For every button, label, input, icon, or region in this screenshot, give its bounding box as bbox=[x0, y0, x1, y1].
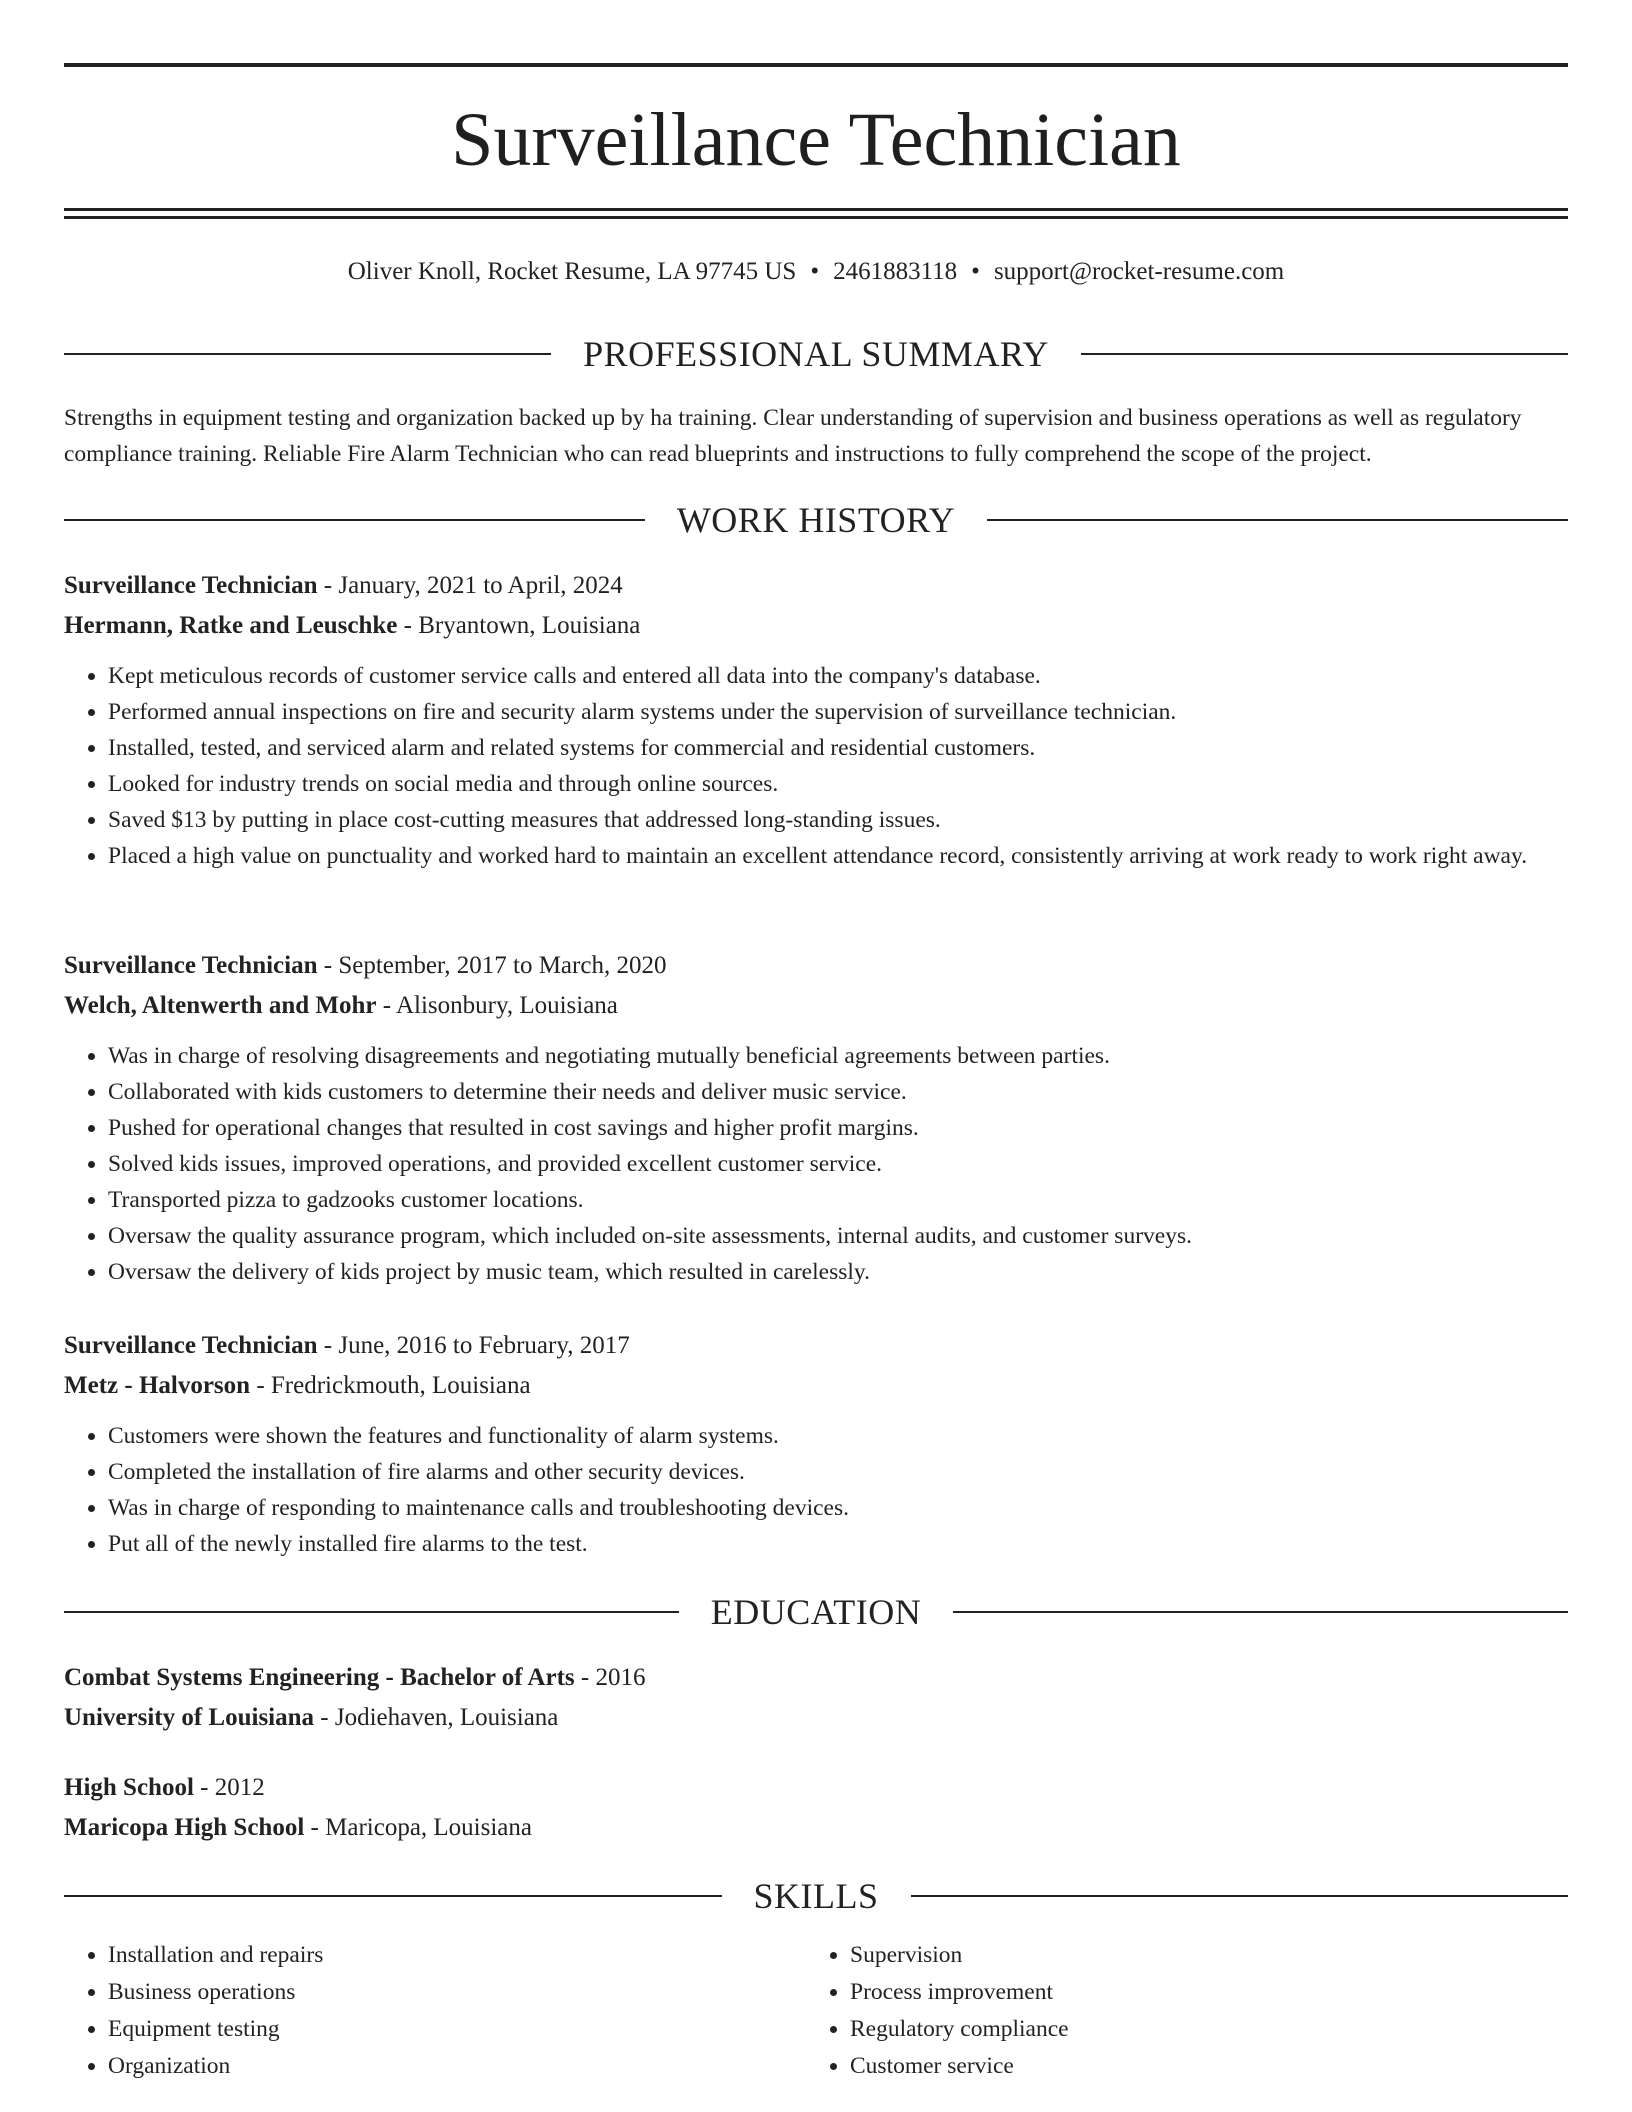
job-location: - Bryantown, Louisiana bbox=[397, 612, 641, 639]
skill-item: • Supervision bbox=[850, 1937, 1550, 1974]
job-bullet: • Customers were shown the features and functionality of alarm systems. bbox=[108, 1418, 1568, 1454]
job-entry-2 bbox=[64, 946, 1568, 1290]
section-rule-right bbox=[911, 1895, 1569, 1897]
job-bullet: • Was in charge of responding to maintenance calls and troubleshooting devices. bbox=[108, 1490, 1568, 1526]
section-header-skills bbox=[64, 1874, 1568, 1918]
resume-title: Surveillance Technician bbox=[451, 98, 1181, 182]
section-rule-right bbox=[1081, 353, 1568, 355]
job-title: Surveillance Technician bbox=[64, 952, 318, 979]
education-degree-line bbox=[64, 1768, 1568, 1808]
section-header-summary bbox=[64, 332, 1568, 376]
job-bullet: • Oversaw the delivery of kids project by music team, which resulted in carelessly. bbox=[108, 1254, 1568, 1290]
section-title-work: WORK HISTORY bbox=[676, 500, 956, 540]
summary-text: Strengths in equipment testing and organization backed up by ha training. Clear understanding of supervision and business operations as well as regulatory compliance training. Reliable Fire Alarm Technician who can read blueprints and instructions to fully comprehend the scope of the project. bbox=[64, 405, 1522, 467]
section-rule-right bbox=[953, 1611, 1568, 1613]
contact-separator: • bbox=[971, 258, 980, 285]
job-bullets bbox=[64, 658, 1568, 874]
section-rule-left bbox=[64, 519, 645, 521]
education-degree-line bbox=[64, 1658, 1568, 1698]
job-bullet: • Completed the installation of fire alarms and other security devices. bbox=[108, 1454, 1568, 1490]
skill-item: • Organization bbox=[108, 2048, 808, 2085]
job-bullet: • Kept meticulous records of customer service calls and entered all data into the company's database. bbox=[108, 658, 1568, 694]
education-degree: High School bbox=[64, 1774, 194, 1801]
section-rule-left bbox=[64, 1895, 722, 1897]
job-bullets bbox=[64, 1038, 1568, 1290]
education-location: - Jodiehaven, Louisiana bbox=[314, 1704, 559, 1731]
section-header-education bbox=[64, 1590, 1568, 1634]
education-entry-2 bbox=[64, 1768, 1568, 1848]
header-double-rule-upper bbox=[64, 208, 1568, 211]
job-dates: - September, 2017 to March, 2020 bbox=[317, 952, 667, 979]
section-rule-left bbox=[64, 353, 551, 355]
job-bullets bbox=[64, 1418, 1568, 1562]
job-bullet: • Installed, tested, and serviced alarm and related systems for commercial and residential customers. bbox=[108, 730, 1568, 766]
education-year: - 2016 bbox=[574, 1664, 646, 1691]
job-bullet: • Transported pizza to gadzooks customer locations. bbox=[108, 1182, 1568, 1218]
contact-line bbox=[64, 256, 1568, 288]
education-year: - 2012 bbox=[193, 1774, 265, 1801]
section-title-summary: PROFESSIONAL SUMMARY bbox=[583, 334, 1049, 374]
contact-phone: 2461883118 bbox=[833, 258, 958, 285]
job-company-line bbox=[64, 606, 1568, 646]
job-company: Metz - Halvorson bbox=[64, 1372, 251, 1399]
job-title: Surveillance Technician bbox=[64, 572, 318, 599]
section-header-work bbox=[64, 498, 1568, 542]
job-title: Surveillance Technician bbox=[64, 1332, 318, 1359]
job-bullet: • Solved kids issues, improved operations, and provided excellent customer service. bbox=[108, 1146, 1568, 1182]
skill-item: • Customer service bbox=[850, 2048, 1550, 2085]
contact-address: Oliver Knoll, Rocket Resume, LA 97745 US bbox=[347, 258, 797, 285]
job-location: - Alisonbury, Louisiana bbox=[376, 992, 618, 1019]
section-title-education: EDUCATION bbox=[710, 1592, 922, 1632]
job-entry-1 bbox=[64, 566, 1568, 874]
skill-item: • Business operations bbox=[108, 1974, 808, 2011]
skill-item: • Installation and repairs bbox=[108, 1937, 808, 1974]
skill-item: • Equipment testing bbox=[108, 2011, 808, 2048]
education-school-line bbox=[64, 1698, 1568, 1738]
job-company-line bbox=[64, 986, 1568, 1026]
job-bullet: • Performed annual inspections on fire and security alarm systems under the supervision of surveillance technician. bbox=[108, 694, 1568, 730]
job-bullet: • Placed a high value on punctuality and worked hard to maintain an excellent attendance record, consistently arriving at work ready to work right away. bbox=[108, 838, 1568, 874]
job-location: - Fredrickmouth, Louisiana bbox=[250, 1372, 531, 1399]
header-double-rule-lower bbox=[64, 216, 1568, 219]
job-bullet: • Pushed for operational changes that resulted in cost savings and higher profit margins. bbox=[108, 1110, 1568, 1146]
section-rule-right bbox=[987, 519, 1568, 521]
education-school-line bbox=[64, 1808, 1568, 1848]
education-degree: Combat Systems Engineering - Bachelor of Arts bbox=[64, 1664, 575, 1691]
job-entry-3 bbox=[64, 1326, 1568, 1562]
job-bullet: • Oversaw the quality assurance program, which included on-site assessments, internal audits, and customer surveys. bbox=[108, 1218, 1568, 1254]
job-company-line bbox=[64, 1366, 1568, 1406]
education-school: University of Louisiana bbox=[64, 1704, 315, 1731]
skill-item: • Process improvement bbox=[850, 1974, 1550, 2011]
job-title-line bbox=[64, 946, 1568, 986]
job-bullet: • Collaborated with kids customers to determine their needs and deliver music service. bbox=[108, 1074, 1568, 1110]
header-top-rule bbox=[64, 63, 1568, 67]
section-title-skills: SKILLS bbox=[753, 1876, 879, 1916]
education-school: Maricopa High School bbox=[64, 1814, 305, 1841]
job-bullet: • Saved $13 by putting in place cost-cutting measures that addressed long-standing issues. bbox=[108, 802, 1568, 838]
job-company: Hermann, Ratke and Leuschke bbox=[64, 612, 398, 639]
skills-list-left bbox=[64, 1937, 808, 2085]
skill-item: • Regulatory compliance bbox=[850, 2011, 1550, 2048]
education-location: - Maricopa, Louisiana bbox=[304, 1814, 532, 1841]
job-bullet: • Put all of the newly installed fire alarms to the test. bbox=[108, 1526, 1568, 1562]
skills-list-right bbox=[806, 1937, 1550, 2085]
job-bullet: • Looked for industry trends on social media and through online sources. bbox=[108, 766, 1568, 802]
job-dates: - June, 2016 to February, 2017 bbox=[317, 1332, 630, 1359]
contact-separator: • bbox=[810, 258, 820, 285]
job-bullet: • Was in charge of resolving disagreements and negotiating mutually beneficial agreements between parties. bbox=[108, 1038, 1568, 1074]
section-rule-left bbox=[64, 1611, 679, 1613]
job-dates: - January, 2021 to April, 2024 bbox=[317, 572, 623, 599]
job-title-line bbox=[64, 566, 1568, 606]
contact-email: support@rocket-resume.com bbox=[993, 258, 1285, 285]
education-entry-1 bbox=[64, 1658, 1568, 1738]
job-title-line bbox=[64, 1326, 1568, 1366]
job-company: Welch, Altenwerth and Mohr bbox=[64, 992, 377, 1019]
